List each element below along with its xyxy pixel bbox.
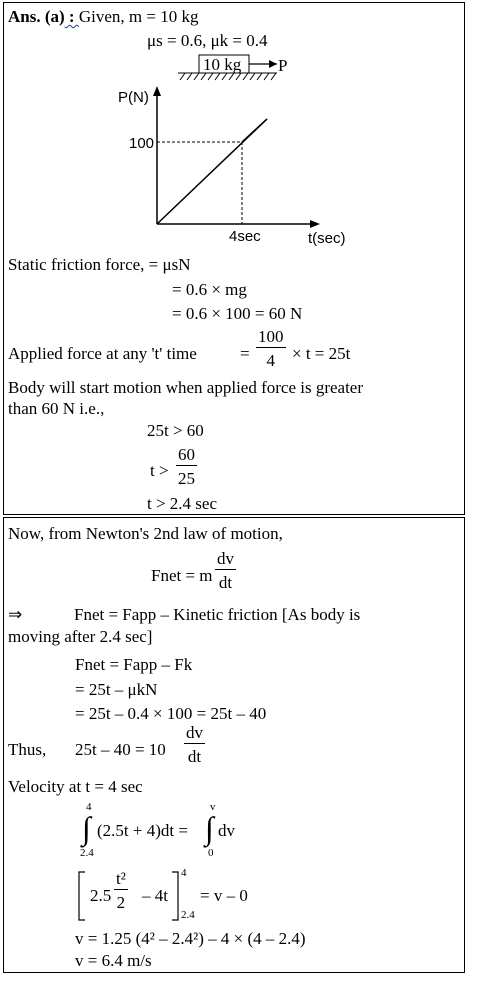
friction-coefficients	[147, 32, 268, 49]
newton-law-line: Now, from Newton's 2nd law of motion,	[8, 524, 283, 543]
integral-upper-1: 4	[86, 801, 92, 813]
inequality-1: 25t > 60	[147, 421, 204, 440]
integral-body-2: dv	[218, 821, 235, 840]
bracket-num: t²	[116, 869, 126, 888]
applied-suffix: × t = 25t	[292, 344, 351, 363]
force-arrow-head	[269, 60, 277, 68]
integral-sign-2: ∫	[205, 810, 214, 846]
fnet-den: dt	[218, 573, 233, 592]
answer-line	[8, 8, 198, 25]
applied-equals: =	[240, 344, 250, 363]
applied-fraction-den: 4	[266, 351, 275, 370]
bracket-fraction	[114, 870, 128, 911]
inequality-2-fraction	[176, 446, 197, 487]
implies-line2: moving after 2.4 sec]	[8, 627, 153, 646]
friction-coefficients-text: μs = 0.6, μk = 0.4	[147, 31, 268, 50]
inequality-2-num: 60	[178, 445, 195, 464]
net-force-eq1: Fnet = Fapp – Fk	[75, 655, 193, 674]
static-friction-line: Static friction force, = μsN	[8, 255, 191, 274]
net-force-eq3: = 25t – 0.4 × 100 = 25t – 40	[75, 704, 267, 723]
bracket-lower: 2.4	[181, 909, 195, 921]
answer-label: Ans. (a)	[8, 7, 65, 26]
bracket-upper: 4	[181, 867, 187, 879]
force-label: P	[278, 56, 288, 75]
bracket-tail: – 4t	[142, 886, 168, 905]
integral-upper-2: v	[210, 801, 216, 813]
x-axis-arrow	[310, 220, 320, 228]
integral-lower-1: 2.4	[80, 847, 94, 859]
velocity-label: Velocity at t = 4 sec	[8, 777, 143, 796]
thus-fraction	[184, 724, 205, 765]
ground-hatch	[180, 73, 276, 80]
y-axis-label: P(N)	[118, 89, 149, 106]
bracket-coefficient: 2.5	[90, 886, 112, 905]
integral-body-1: (2.5t + 4)dt =	[97, 821, 188, 840]
force-time-graph	[120, 84, 340, 244]
inequality-3: t > 2.4 sec	[147, 494, 218, 513]
thus-den: dt	[187, 747, 202, 766]
applied-fraction	[256, 328, 286, 369]
x-tick-label: 4sec	[229, 228, 261, 245]
bracket-den: 2	[116, 893, 126, 912]
bracket-rhs: = v – 0	[200, 886, 248, 905]
implies-arrow: ⇒	[8, 605, 23, 624]
implies-line1: Fnet = Fapp – Kinetic friction [As body is	[74, 605, 361, 624]
integral-sign-1: ∫	[82, 810, 91, 846]
inequality-2-den: 25	[178, 469, 195, 488]
fnet-fraction	[215, 550, 236, 591]
fnet-lhs: Fnet = m	[151, 566, 213, 585]
y-axis-arrow	[153, 86, 161, 96]
body-motion-line2: than 60 N i.e.,	[8, 399, 105, 418]
static-friction-step3: = 0.6 × 100 = 60 N	[172, 304, 303, 323]
velocity-result: v = 6.4 m/s	[75, 951, 152, 970]
thus-equation: 25t – 40 = 10	[75, 740, 166, 759]
applied-fraction-num: 100	[258, 327, 284, 346]
net-force-eq2: = 25t – μkN	[75, 680, 158, 699]
given-mass: Given, m = 10 kg	[78, 7, 199, 26]
thus-label: Thus,	[8, 740, 47, 759]
static-friction-step2: = 0.6 × mg	[172, 280, 247, 299]
applied-force-label: Applied force at any 't' time	[8, 344, 197, 363]
x-axis-label: t(sec)	[308, 230, 346, 247]
block-label: 10 kg	[203, 55, 242, 74]
inequality-2-prefix: t >	[150, 461, 169, 480]
integral-lower-2: 0	[208, 847, 214, 859]
fnet-num: dv	[217, 549, 234, 568]
thus-num: dv	[186, 723, 203, 742]
body-motion-line1: Body will start motion when applied force is greater	[8, 378, 364, 397]
y-tick-label: 100	[129, 135, 155, 152]
answer-colon: :	[64, 7, 79, 26]
velocity-step: v = 1.25 (4² – 2.4²) – 4 × (4 – 2.4)	[75, 929, 306, 948]
